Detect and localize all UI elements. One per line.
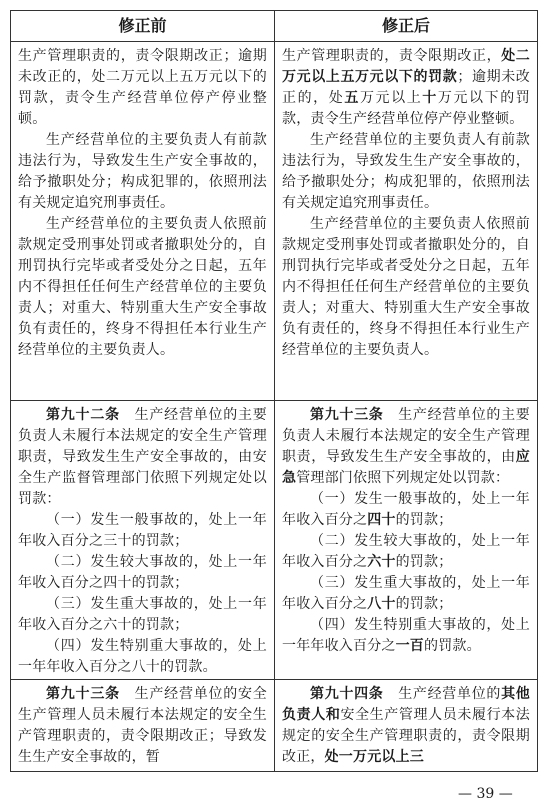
paragraph xyxy=(18,405,267,510)
paragraph xyxy=(18,214,267,361)
text-segment: 安全生产管理人员未履行本法规定的安全生产管理职责的，责令限期改正， xyxy=(282,707,530,765)
text-segment: （一）发生一般事故的，处上一年年收入百分之 xyxy=(282,491,530,528)
paragraph xyxy=(282,531,530,573)
row-2-after-cell xyxy=(275,401,537,679)
row-3-before-cell xyxy=(11,680,274,772)
paragraph xyxy=(18,130,267,214)
text-segment: 的罚款。 xyxy=(424,638,481,654)
text-segment: 生产管理职责的，责令限期改正， xyxy=(282,48,502,64)
paragraph xyxy=(18,594,267,636)
comparison-table xyxy=(10,10,538,772)
bold-text: 五 xyxy=(344,90,360,106)
text-segment: （四）发生特别重大事故的，处上一年年收入百分之八十的罚款。 xyxy=(18,638,267,675)
text-segment: 的罚款； xyxy=(395,554,453,570)
text-segment: 生产经营单位的主要负责人依照前款规定受刑事处罚或者撤职处分的，自刑罚执行完毕或者受处分之日起，五年内不得担任任何生产经营单位的主要负责人；对重大、特别重大生产安全事故负有责任的，终身不得担任本行业生产经营单位的主要负责人。 xyxy=(282,216,530,358)
bold-text: 第九十三条 xyxy=(46,686,120,702)
text-segment: （二）发生较大事故的，处上一年年收入百分之 xyxy=(282,533,530,570)
text-segment: 万元以上 xyxy=(359,90,423,106)
header-after: 修正后 xyxy=(381,16,430,35)
text-segment: （三）发生重大事故的，处上一年年收入百分之六十的罚款； xyxy=(18,596,267,633)
bold-text: 八十 xyxy=(367,596,396,612)
text-segment: （二）发生较大事故的，处上一年年收入百分之四十的罚款； xyxy=(18,554,267,591)
paragraph xyxy=(18,510,267,552)
row-1-after-cell xyxy=(275,42,537,400)
bold-text: 第九十二条 xyxy=(46,407,120,423)
paragraph xyxy=(282,46,530,130)
text-segment: ；逾期未改正的，处 xyxy=(282,69,531,106)
text-segment: 生产经营单位的主要负责人依照前款规定受刑事处罚或者撤职处分的，自刑罚执行完毕或者受处分之日起，五年内不得担任任何生产经营单位的主要负责人；对重大、特别重大生产安全事故负有责任的，终身不得担任本行业生产经营单位的主要负责人。 xyxy=(18,216,267,358)
text-segment: （一）发生一般事故的，处上一年年收入百分之三十的罚款； xyxy=(18,512,267,549)
text-segment: （三）发生重大事故的，处上一年年收入百分之 xyxy=(282,575,530,612)
text-segment: 管理部门依照下列规定处以罚款： xyxy=(296,470,510,486)
bold-text: 四十 xyxy=(367,512,396,528)
bold-text: 第九十三条 xyxy=(310,407,384,423)
page-number: — 39 — xyxy=(458,786,513,802)
row-1-before-cell xyxy=(11,42,274,400)
text-segment: 生产经营单位的主要负责人未履行本法规定的安全生产管理职责，导致发生生产安全事故的，由安全生产监督管理部门依照下列规定处以罚款： xyxy=(18,407,268,507)
paragraph xyxy=(18,46,267,130)
bold-text: 第九十四条 xyxy=(310,686,384,702)
row-2-before-cell xyxy=(11,401,274,679)
paragraph xyxy=(282,615,530,657)
header-before: 修正前 xyxy=(118,16,167,35)
paragraph xyxy=(18,552,267,594)
paragraph xyxy=(282,573,530,615)
bold-text: 处二万元以上五万元以下的罚款 xyxy=(282,48,530,85)
text-segment: （四）发生特别重大事故的，处上一年年收入百分之 xyxy=(282,617,530,654)
row-3-after-cell xyxy=(275,680,537,772)
bold-text: 十 xyxy=(422,90,438,106)
paragraph xyxy=(282,684,530,768)
paragraph xyxy=(282,214,530,361)
bold-text: 六十 xyxy=(367,554,396,570)
text-segment: 生产经营单位的主要负责人有前款违法行为，导致发生生产安全事故的，给予撤职处分；构成犯罪的，依照刑法有关规定追究刑事责任。 xyxy=(282,132,530,211)
bold-text: 处一万元以上三 xyxy=(324,749,425,765)
paragraph xyxy=(282,405,530,489)
text-segment: 万元以下的罚款，责令生产经营单位停产停业整顿。 xyxy=(282,90,530,127)
text-segment: 生产经营单位的 xyxy=(383,686,502,702)
paragraph xyxy=(18,684,267,768)
bold-text: 其他负责人和 xyxy=(282,686,530,723)
text-segment: 生产经营单位的安全生产管理人员未履行本法规定的安全生产管理职责的，责令限期改正；导致发生生产安全事故的，暂 xyxy=(18,686,268,765)
text-segment: 的罚款； xyxy=(395,596,453,612)
paragraph xyxy=(282,130,530,214)
text-segment: 生产经营单位的主要负责人有前款违法行为，导致发生生产安全事故的，给予撤职处分；构成犯罪的，依照刑法有关规定追究刑事责任。 xyxy=(18,132,267,211)
paragraph xyxy=(282,489,530,531)
paragraph xyxy=(18,636,267,678)
bold-text: 应急 xyxy=(282,449,530,486)
text-segment: 生产经营单位的主要负责人未履行本法规定的安全生产管理职责，导致发生生产安全事故的，由 xyxy=(282,407,530,465)
bold-text: 一百 xyxy=(395,638,425,654)
text-segment: 的罚款； xyxy=(395,512,453,528)
text-segment: 生产管理职责的，责令限期改正；逾期未改正的，处二万元以上五万元以下的罚款，责令生产经营单位停产停业整顿。 xyxy=(18,48,267,127)
